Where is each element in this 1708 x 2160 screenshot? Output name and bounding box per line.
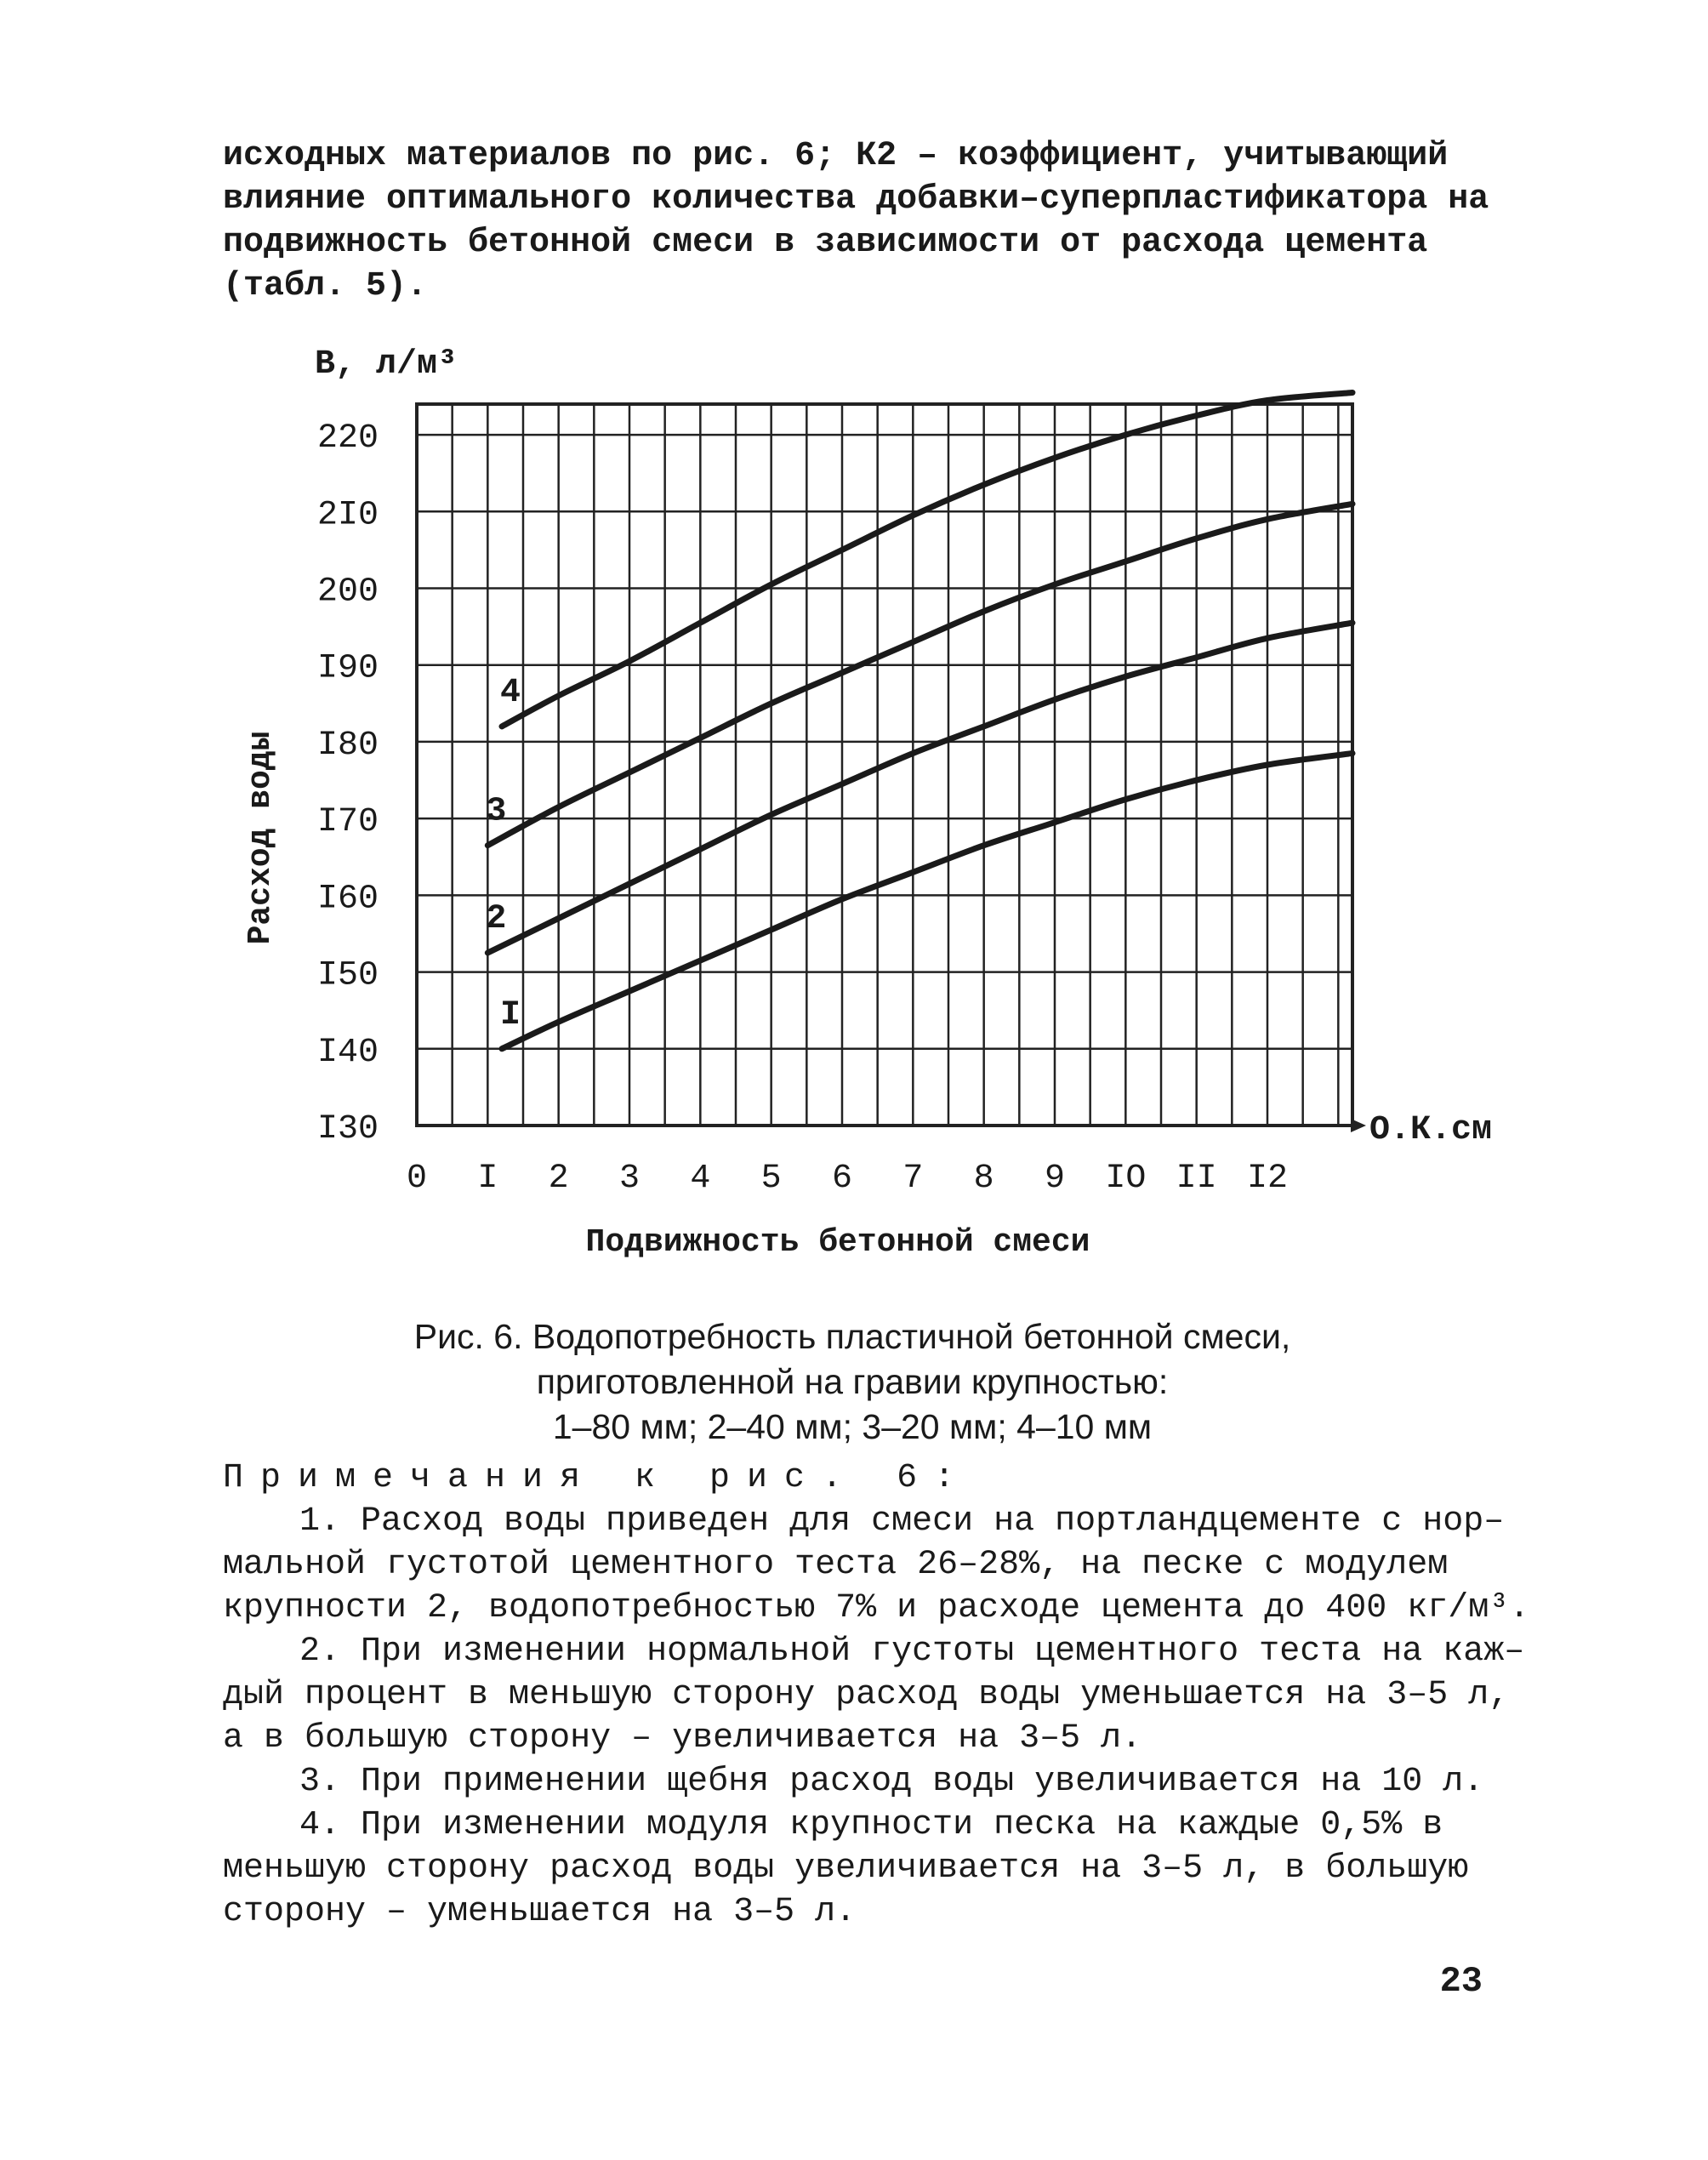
x-tick-label: 4: [690, 1160, 711, 1198]
y-tick-label: I80: [316, 726, 379, 765]
note-line: 4. При изменении модуля крупности песка на каждые 0,5% в: [299, 1806, 1443, 1844]
note-line: сторону – уменьшается на 3–5 л.: [223, 1893, 857, 1931]
x-tick-label: 0: [406, 1160, 428, 1198]
y-tick-label: I90: [316, 649, 379, 688]
x-tick-label: 7: [902, 1160, 924, 1198]
series-label: 4: [500, 673, 521, 712]
y-tick-label: I30: [316, 1110, 379, 1148]
intro-line: исходных материалов по рис. 6; К2 – коэффициент, учитывающий: [223, 137, 1449, 175]
note-line: 3. При применении щебня расход воды увеличивается на 10 л.: [299, 1763, 1484, 1801]
x-tick-label: 9: [1044, 1160, 1066, 1198]
note-line: крупности 2, водопотребностью 7% и расходе цемента до 400 кг/м³.: [223, 1589, 1530, 1627]
y-axis-title: Расход воды: [242, 731, 279, 945]
x-unit-label: О.К.см: [1369, 1111, 1493, 1149]
intro-line: (табл. 5).: [223, 267, 428, 305]
y-tick-label: I60: [316, 880, 379, 919]
caption-line-1: Рис. 6. Водопотребность пластичной бетонной смеси,: [413, 1317, 1291, 1356]
page-number: 23: [1439, 1961, 1483, 2002]
y-tick-label: 200: [316, 573, 379, 612]
x-tick-label: 2: [548, 1160, 569, 1198]
note-line: а в большую сторону – увеличивается на 3–5 л.: [223, 1719, 1142, 1758]
x-tick-label: 8: [973, 1160, 994, 1198]
x-tick-label: IO: [1105, 1160, 1147, 1198]
series-line-2: [487, 623, 1352, 953]
caption-line-3: 1–80 мм; 2–40 мм; 3–20 мм; 4–10 мм: [552, 1407, 1153, 1446]
x-tick-label: I: [477, 1160, 498, 1198]
x-tick-label: 3: [618, 1160, 640, 1198]
note-line: 1. Расход воды приведен для смеси на портландцементе с нор–: [299, 1502, 1505, 1541]
intro-line: влияние оптимального количества добавки–суперпластификатора на: [223, 180, 1489, 219]
note-line: 2. При изменении нормальной густоты цементного теста на каж–: [299, 1633, 1525, 1671]
x-tick-label: I2: [1246, 1160, 1289, 1198]
notes-section: [223, 1456, 1530, 1934]
y-tick-label: I40: [316, 1033, 379, 1072]
caption-line-2: приготовленной на гравии крупностью:: [536, 1362, 1169, 1401]
x-tick-label: 5: [760, 1160, 782, 1198]
series-label: I: [500, 995, 521, 1034]
y-tick-label: 220: [316, 419, 379, 459]
series-label: 3: [486, 792, 507, 831]
note-line: меньшую сторону расход воды увеличивается на 3–5 л, в большую: [223, 1849, 1469, 1888]
y-tick-label: 2I0: [316, 496, 379, 535]
note-line: дый процент в меньшую сторону расход воды уменьшается на 3–5 л,: [223, 1676, 1510, 1714]
series-lines: [487, 392, 1352, 1048]
series-line-3: [487, 504, 1352, 845]
x-tick-label: II: [1176, 1160, 1217, 1198]
x-axis-title: Подвижность бетонной смеси: [585, 1224, 1090, 1261]
notes-heading: Примечания к рис. 6:: [223, 1459, 972, 1497]
series-label: 2: [486, 900, 507, 939]
x-tick-label: 6: [831, 1160, 853, 1198]
x-axis-arrow: [1351, 1119, 1366, 1132]
y-units-label: В, л/м³: [315, 345, 458, 384]
axis-labels: [317, 419, 1288, 1198]
note-line: мальной густотой цементного теста 26–28%, на песке с модулем: [223, 1546, 1449, 1584]
y-tick-label: I50: [316, 956, 379, 995]
y-tick-label: I70: [316, 803, 379, 842]
intro-line: подвижность бетонной смеси в зависимости от расхода цемента: [223, 224, 1428, 262]
figure-caption: [223, 1314, 1482, 1450]
